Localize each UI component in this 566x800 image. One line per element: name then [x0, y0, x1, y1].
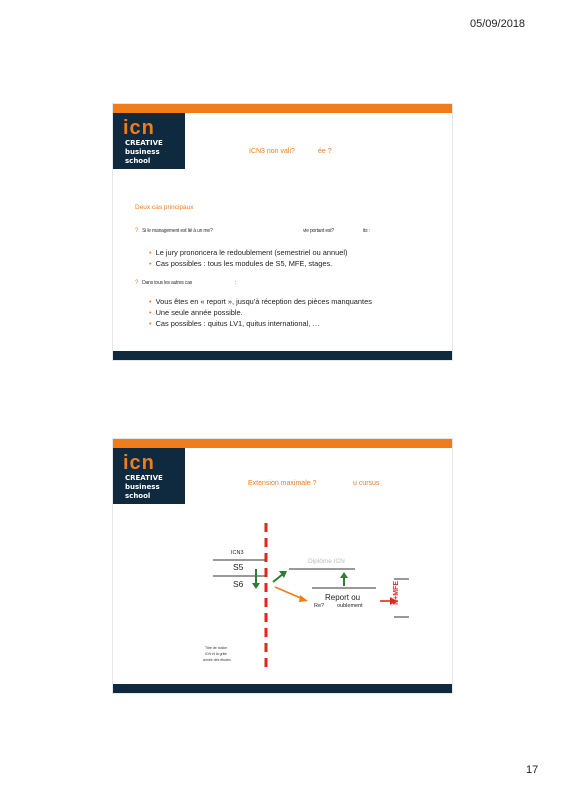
diplome-icn-label: Diplôme ICN	[308, 558, 345, 565]
question-mark-icon: ?	[135, 280, 139, 286]
note-line-1: Titre de notice	[205, 646, 228, 650]
slide-thumbnail-2	[112, 438, 453, 694]
s6-label: S6	[233, 579, 244, 589]
slide2-title-right: u cursus	[353, 480, 380, 487]
slide-top-bar	[113, 104, 452, 113]
case1-text-a: Si le management est lié à un me?	[142, 228, 213, 234]
redoublement-a-label: Re?	[314, 603, 325, 609]
note-line-2: ICN et la grille	[205, 652, 227, 656]
page-number: 17	[526, 764, 539, 776]
orange-arrow-head	[299, 595, 308, 602]
extension-diagram	[113, 439, 454, 695]
slide1-case2-line	[135, 280, 192, 286]
icn3-label: ICN3	[231, 550, 244, 556]
bullet-text: Une seule année possible.	[155, 308, 243, 317]
slide1-section-heading: Deux cas principaux	[135, 204, 194, 211]
logo-line-school: school	[125, 492, 151, 500]
slide1-case1-line-b: vie portant est?	[303, 228, 334, 234]
bullet-text: Vous êtes en « report », jusqu'à réception des pièces manquantes	[155, 297, 372, 306]
slide1-case2-bullet-3: • Cas possibles : quitus LV1, quitus international, …	[149, 319, 320, 328]
bullet-text: Le jury prononcera le redoublement (semestriel ou annuel)	[155, 248, 348, 257]
logo-icn-text: icn	[123, 452, 155, 474]
slide1-title-right: ée ?	[318, 148, 332, 155]
logo-line-creative: CREATIVE	[125, 139, 163, 147]
slide-thumbnail-1	[112, 103, 453, 361]
icn-logo	[113, 113, 185, 169]
n-mfe-label: N+MFE	[393, 581, 400, 605]
slide1-case2-bullet-1: • Vous êtes en « report », jusqu'à réception des pièces manquantes	[149, 297, 372, 306]
logo-line-business: business	[125, 148, 160, 156]
logo-line-business: business	[125, 483, 160, 491]
redoublement-b-label: oublement	[337, 603, 363, 609]
slide1-case1-bullet-2: • Cas possibles : tous les modules de S5, MFE, stages.	[149, 259, 333, 268]
bullet-text: Cas possibles : quitus LV1, quitus international, …	[155, 319, 320, 328]
question-mark-icon: ?	[135, 228, 139, 234]
s5-label: S5	[233, 562, 244, 572]
slide1-case2-line-b: :	[235, 280, 237, 286]
report-label: Report ou	[325, 593, 361, 602]
slide1-case1-line	[135, 228, 213, 234]
green-arrow-down-head	[252, 583, 260, 589]
slide2-title-left: Extension maximale ?	[248, 480, 317, 487]
logo-words	[125, 139, 163, 166]
green-arrow-up-head	[340, 572, 348, 578]
slide1-case1-bullet-1: • Le jury prononcera le redoublement (semestriel ou annuel)	[149, 248, 348, 257]
slide-bottom-bar	[113, 351, 452, 360]
case2-text-a: Dans tous les autres cas	[142, 280, 193, 286]
orange-arrow-line	[275, 587, 303, 599]
slide-bottom-bar	[113, 684, 452, 693]
note-line-3: année des études	[203, 658, 231, 662]
slide1-title-left: ICN3 non vali?	[249, 148, 295, 155]
logo-line-school: school	[125, 157, 151, 165]
slide1-case2-bullet-2: • Une seule année possible.	[149, 308, 243, 317]
bullet-text: Cas possibles : tous les modules de S5, MFE, stages.	[155, 259, 333, 268]
logo-line-creative: CREATIVE	[125, 474, 163, 482]
green-arrow-up-right-line	[273, 574, 283, 582]
slide1-case1-line-c: its :	[363, 228, 370, 234]
page-date: 05/09/2018	[470, 18, 526, 30]
logo-icn-text: icn	[123, 117, 155, 139]
